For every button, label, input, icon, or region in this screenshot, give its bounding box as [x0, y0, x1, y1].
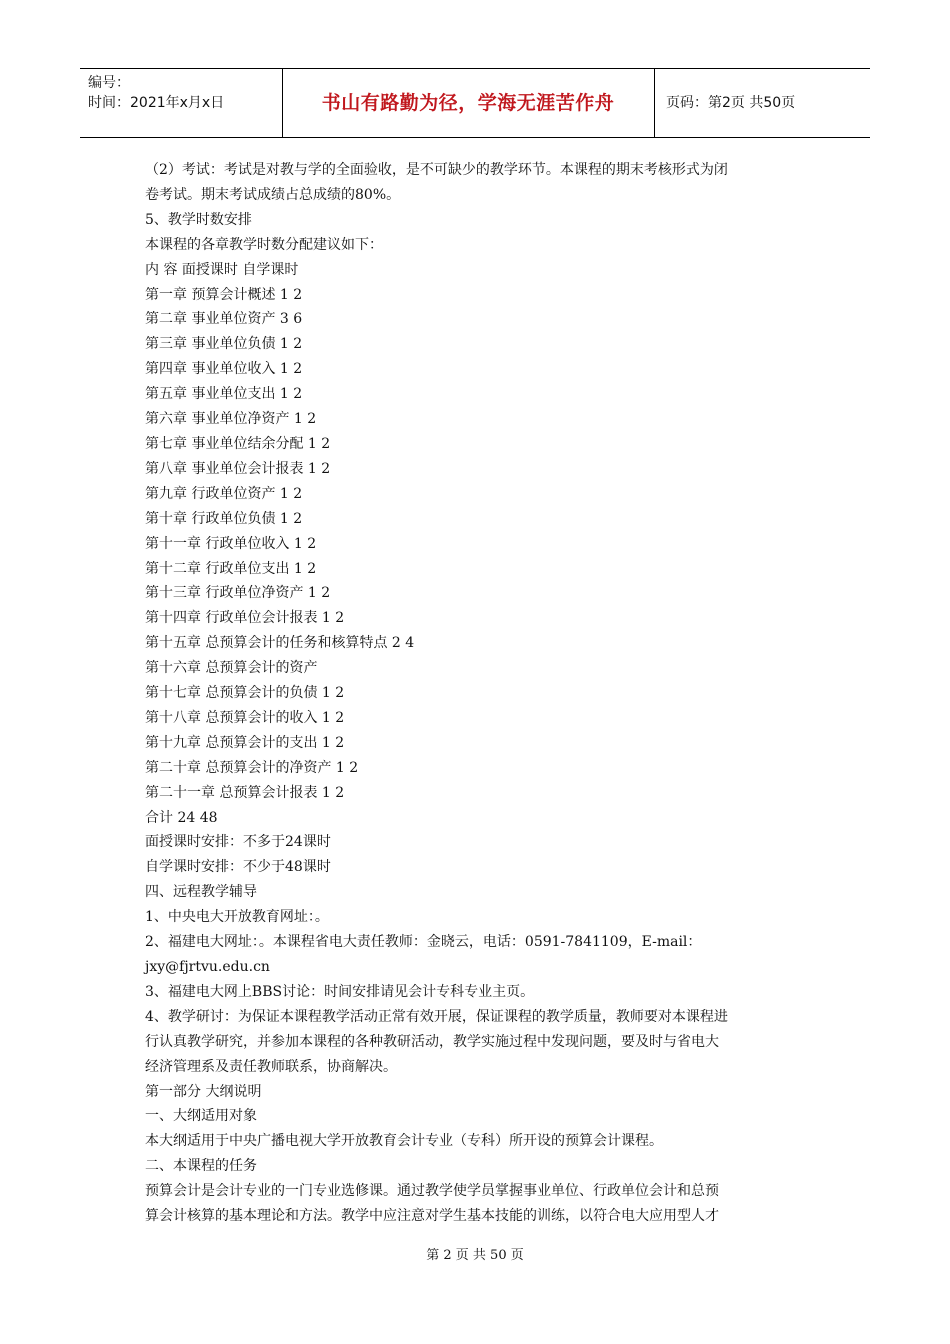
body-line: 3、福建电大网上BBS讨论：时间安排请见会计专科专业主页。	[145, 983, 535, 1000]
page-footer: 第 2 页 共 50 页	[426, 1248, 524, 1263]
body-line: 本大纲适用于中央广播电视大学开放教育会计专业（专科）所开设的预算会计课程。	[145, 1133, 663, 1150]
header-meta	[88, 73, 224, 113]
body-line: 第九章 行政单位资产 1 2	[145, 485, 303, 502]
body-line: 自学课时安排：不少于48课时	[145, 859, 331, 876]
body-line: 第十章 行政单位负债 1 2	[145, 510, 303, 527]
header-motto: 书山有路勤为径，学海无涯苦作舟	[321, 92, 615, 114]
body-line: 卷考试。期末考试成绩占总成绩的80%。	[145, 186, 401, 203]
body-line: 第一章 预算会计概述 1 2	[145, 286, 303, 303]
body-line: 1、中央电大开放教育网址：。	[145, 909, 329, 926]
document-date: 时间：2021年x月x日	[88, 95, 225, 111]
page-header	[80, 68, 870, 138]
body-line: 一、大纲适用对象	[145, 1108, 257, 1125]
body-line: 第十五章 总预算会计的任务和核算特点 2 4	[145, 635, 415, 652]
body-line: 第五章 事业单位支出 1 2	[145, 386, 303, 403]
body-line: 第二章 事业单位资产 3 6	[145, 311, 303, 328]
body-line: 5、教学时数安排	[145, 211, 252, 228]
body-line: 第三章 事业单位负债 1 2	[145, 336, 303, 353]
body-line: 第十二章 行政单位支出 1 2	[145, 560, 317, 577]
body-line: 4、教学研讨：为保证本课程教学活动正常有效开展，保证课程的教学质量，教师要对本课程进	[145, 1008, 728, 1025]
body-line: 第十六章 总预算会计的资产	[145, 660, 318, 677]
body-line: 内 容 面授课时 自学课时	[145, 261, 299, 278]
body-line: 第十三章 行政单位净资产 1 2	[145, 585, 331, 602]
body-line: 面授课时安排：不多于24课时	[145, 834, 331, 851]
body-line: 第六章 事业单位净资产 1 2	[145, 411, 317, 428]
body-line: 第一部分 大纲说明	[145, 1083, 262, 1100]
body-line: 经济管理系及责任教师联系，协商解决。	[145, 1058, 397, 1075]
body-line: 行认真教学研究，并参加本课程的各种教研活动，教学实施过程中发现问题，要及时与省电大	[145, 1033, 719, 1050]
body-line: 本课程的各章教学时数分配建议如下：	[145, 236, 383, 253]
body-line: jxy@fjrtvu.edu.cn	[145, 959, 270, 975]
body-line: 算会计核算的基本理论和方法。教学中应注意对学生基本技能的训练，以符合电大应用型人才	[145, 1208, 719, 1225]
body-line: 第十九章 总预算会计的支出 1 2	[145, 734, 345, 751]
header-page-number: 页码：第2页 共50页	[666, 95, 796, 111]
body-line: 第八章 事业单位会计报表 1 2	[145, 460, 331, 477]
header-divider	[654, 69, 655, 137]
body-line: 第十四章 行政单位会计报表 1 2	[145, 610, 345, 627]
body-line: 合计 24 48	[145, 809, 218, 826]
body-line: 第二十一章 总预算会计报表 1 2	[145, 784, 345, 801]
body-line: 第十七章 总预算会计的负债 1 2	[145, 685, 345, 702]
document-body	[145, 158, 815, 1229]
body-line: 第十八章 总预算会计的收入 1 2	[145, 709, 345, 726]
body-line: 第七章 事业单位结余分配 1 2	[145, 435, 331, 452]
body-line: 二、本课程的任务	[145, 1158, 257, 1175]
body-line: 2、福建电大网址：。本课程省电大责任教师：金晓云，电话：0591-7841109，E-mail：	[145, 934, 702, 951]
body-line: 预算会计是会计专业的一门专业选修课。通过教学使学员掌握事业单位、行政单位会计和总预	[145, 1183, 719, 1200]
body-line: 第十一章 行政单位收入 1 2	[145, 535, 317, 552]
body-line: 第二十章 总预算会计的净资产 1 2	[145, 759, 359, 776]
body-line: 四、远程教学辅导	[145, 884, 257, 901]
body-line: 第四章 事业单位收入 1 2	[145, 361, 303, 378]
body-line: （2）考试：考试是对教与学的全面验收，是不可缺少的教学环节。本课程的期末考核形式为闭	[145, 162, 728, 178]
document-number: 编号：	[88, 75, 130, 91]
